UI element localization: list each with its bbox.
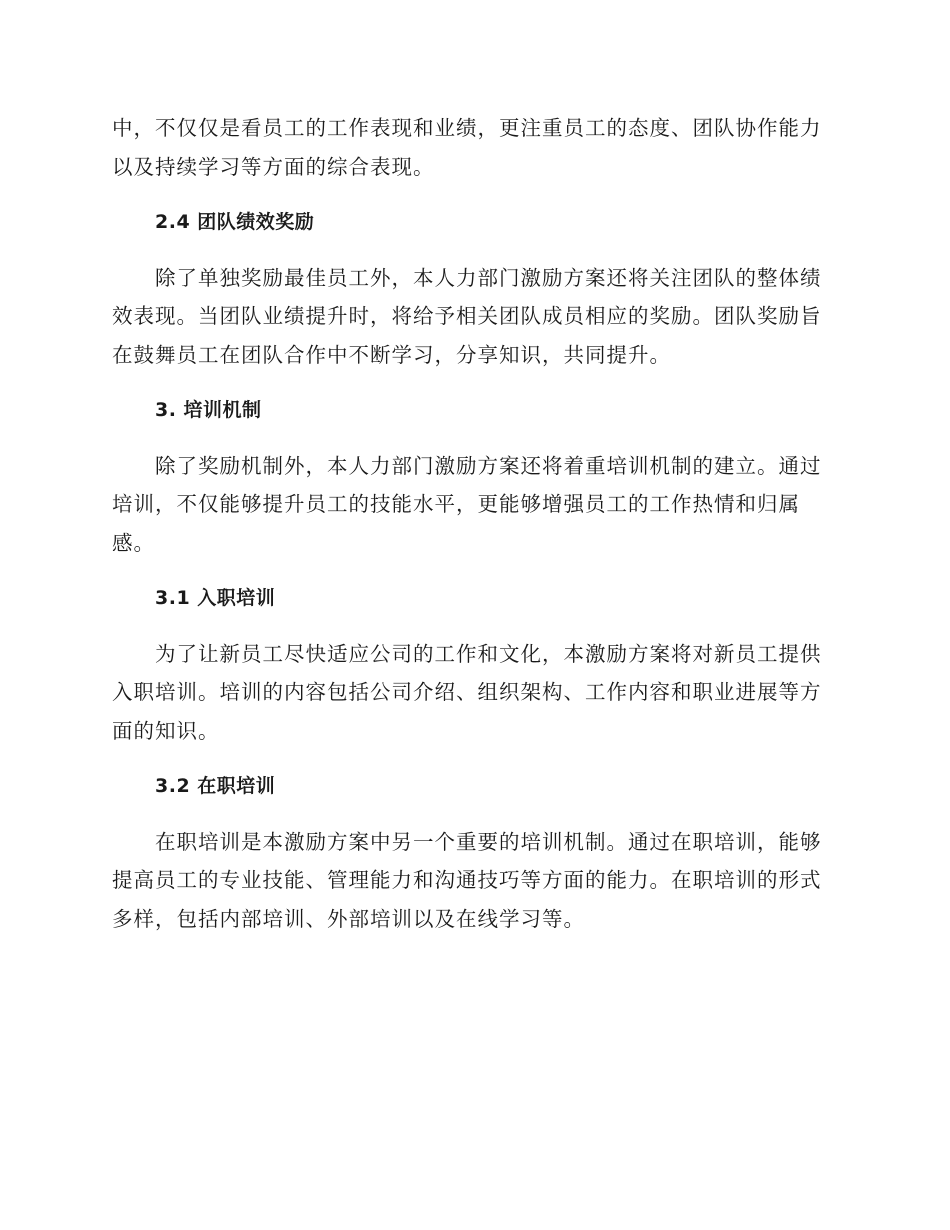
paragraph-line: 在鼓舞员工在团队合作中不断学习，分享知识，共同提升。 — [112, 342, 671, 367]
paragraph-line: 以及持续学习等方面的综合表现。 — [112, 154, 435, 179]
paragraph-line: 多样，包括内部培训、外部培训以及在线学习等。 — [112, 906, 585, 931]
section-heading-3: 3. 培训机制 — [155, 399, 262, 421]
section-heading-3-2: 3.2 在职培训 — [155, 775, 276, 797]
paragraph-line: 提高员工的专业技能、管理能力和沟通技巧等方面的能力。在职培训的形式 — [112, 868, 822, 892]
paragraph-on-the-job-training — [112, 823, 838, 939]
section-heading-3-1: 3.1 入职培训 — [155, 587, 276, 609]
paragraph-line: 感。 — [112, 530, 155, 555]
paragraph-line: 除了奖励机制外，本人力部门激励方案还将着重培训机制的建立。通过 — [155, 453, 822, 478]
paragraph-team-performance-reward — [112, 259, 838, 375]
section-heading-2-4: 2.4 团队绩效奖励 — [155, 211, 315, 233]
paragraph-line: 培训，不仅能够提升员工的技能水平，更能够增强员工的工作热情和归属 — [112, 492, 800, 516]
paragraph-training-mechanism — [112, 447, 838, 563]
paragraph-team-evaluation-continued — [112, 109, 838, 186]
paragraph-line: 为了让新员工尽快适应公司的工作和文化，本激励方案将对新员工提供 — [155, 641, 822, 666]
paragraph-line: 效表现。当团队业绩提升时，将给予相关团队成员相应的奖励。团队奖励旨 — [112, 304, 822, 328]
paragraph-onboarding-training — [112, 635, 838, 751]
paragraph-line: 面的知识。 — [112, 718, 220, 743]
paragraph-line: 除了单独奖励最佳员工外，本人力部门激励方案还将关注团队的整体绩 — [155, 265, 822, 290]
paragraph-line: 在职培训是本激励方案中另一个重要的培训机制。通过在职培训，能够 — [155, 829, 822, 854]
paragraph-line: 入职培训。培训的内容包括公司介绍、组织架构、工作内容和职业进展等方 — [112, 680, 822, 704]
paragraph-line: 中，不仅仅是看员工的工作表现和业绩，更注重员工的态度、团队协作能力 — [112, 116, 822, 140]
